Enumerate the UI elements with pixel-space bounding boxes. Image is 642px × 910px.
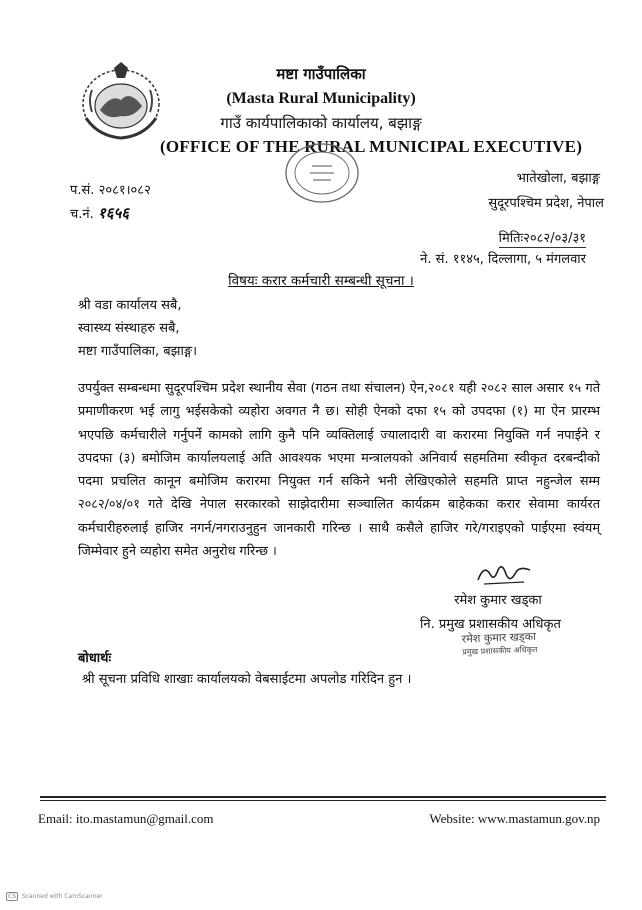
subject-line: [0, 271, 642, 289]
cc-line: श्री सूचना प्रविधि शाखाः कार्यालयको वेबसाईटमा अपलोड गरिदिन हुन ।: [82, 672, 412, 687]
office-name-nepali: गाउँ कार्यपालिकाको कार्यालय, बझाङ्ग: [220, 114, 422, 132]
footer-divider: [40, 796, 606, 798]
subject-text: विषयः करार कर्मचारी सम्बन्धी सूचना ।: [228, 273, 414, 289]
date-nepal-sambat: ने. सं. ११४५, दिल्लागा, ५ मंगलवार: [420, 252, 586, 267]
date-bs: मितिः२०८२/०३/३१: [499, 228, 586, 248]
recipients-list: [78, 294, 197, 363]
recipient-line: स्वास्थ्य संस्थाहरु सबै,: [78, 321, 180, 336]
recipient-line: मष्टा गाउँपालिका, बझाङ्ग।: [78, 344, 197, 359]
reference-number: [70, 180, 151, 198]
footer-website: Website: www.mastamun.gov.np: [429, 811, 600, 826]
address-line-2: सुदूरपश्चिम प्रदेश, नेपाल: [488, 196, 604, 211]
stamp-name: रमेश कुमार खड्का: [461, 629, 537, 646]
municipality-name-english: (Masta Rural Municipality): [226, 90, 416, 107]
office-name-english: (OFFICE OF THE RURAL MUNICIPAL EXECUTIVE): [160, 137, 583, 156]
signature-stamp: [462, 629, 553, 658]
signer-title: नि. प्रमुख प्रशासकीय अधिकृत: [420, 617, 561, 632]
municipality-name-nepali: मष्टा गाउँपालिका: [276, 65, 366, 83]
scanner-badge: CS: [8, 893, 16, 900]
notice-body: उपर्युक्त सम्बन्धमा सुदूरपश्चिम प्रदेश स्थानीय सेवा (गठन तथा संचालन) ऐन,२०८१ यही २०८२ साल असार १५ गते प्रमाणीकरण भई लागु भईसकेको व्यहोरा अवगत नै छ। सोही ऐनको दफा १५ को उपदफा (१) मा ऐन प्रारम्भ भएपछि कर्मचारीले गर्नुपर्ने कामको लागि कुनै पनि व्यक्तिलाई ज्यालादारी वा करारमा नियुक्ति गर्न नपाईने र उपदफा (३) बमोजिम कार्यालयलाई अति आवश्यक भएमा मन्त्रालयको अनिवार्य सहमतिमा स्वीकृत दरबन्दीको पदमा प्रचलित कानून बमोजिम करारमा नियुक्त गर्न सकिने भनी लेखिएकोले सहमति प्राप्त नहुन्जेल सम्म २०८२/०४/०१ गते देखि नेपाल सरकारको साझेदारीमा सञ्चालित कार्यक्रम बाहेकका करार सेवामा कार्यरत कर्मचारीहरुलाई हाजिर नगर्न/नगराउनुहुन जानकारी गरिन्छ । साथै कसैले हाजिर गरे/गराइएको पाईएमा स्वंयम् जिम्मेवार हुने व्यहोरा समेत अनुरोध गरिन्छ ।: [78, 381, 600, 560]
footer-divider-thin: [40, 800, 606, 801]
recipient-line: श्री वडा कार्यालय सबै,: [78, 298, 182, 313]
footer-email: Email: ito.mastamun@gmail.com: [38, 811, 214, 826]
cc-heading: बोधार्थः: [78, 651, 112, 666]
dispatch-number: [70, 203, 129, 223]
office-seal-stamp: [282, 140, 362, 210]
signer-name: रमेश कुमार खड्का: [454, 593, 542, 608]
stamp-title: प्रमुख प्रशासकीय अधिकृत: [462, 644, 538, 657]
reference-number-label: प.सं.: [70, 183, 95, 198]
scanner-text: Scanned with CamScanner: [21, 893, 103, 900]
address-line-1: भातेखोला, बझाङ्ग: [516, 171, 600, 186]
handwritten-signature: [474, 560, 534, 592]
scanner-watermark: [6, 892, 103, 901]
dispatch-number-value: १६५६: [97, 204, 130, 222]
dispatch-number-label: च.नं.: [70, 207, 94, 222]
reference-number-value: २०८१।०८२: [98, 183, 151, 198]
